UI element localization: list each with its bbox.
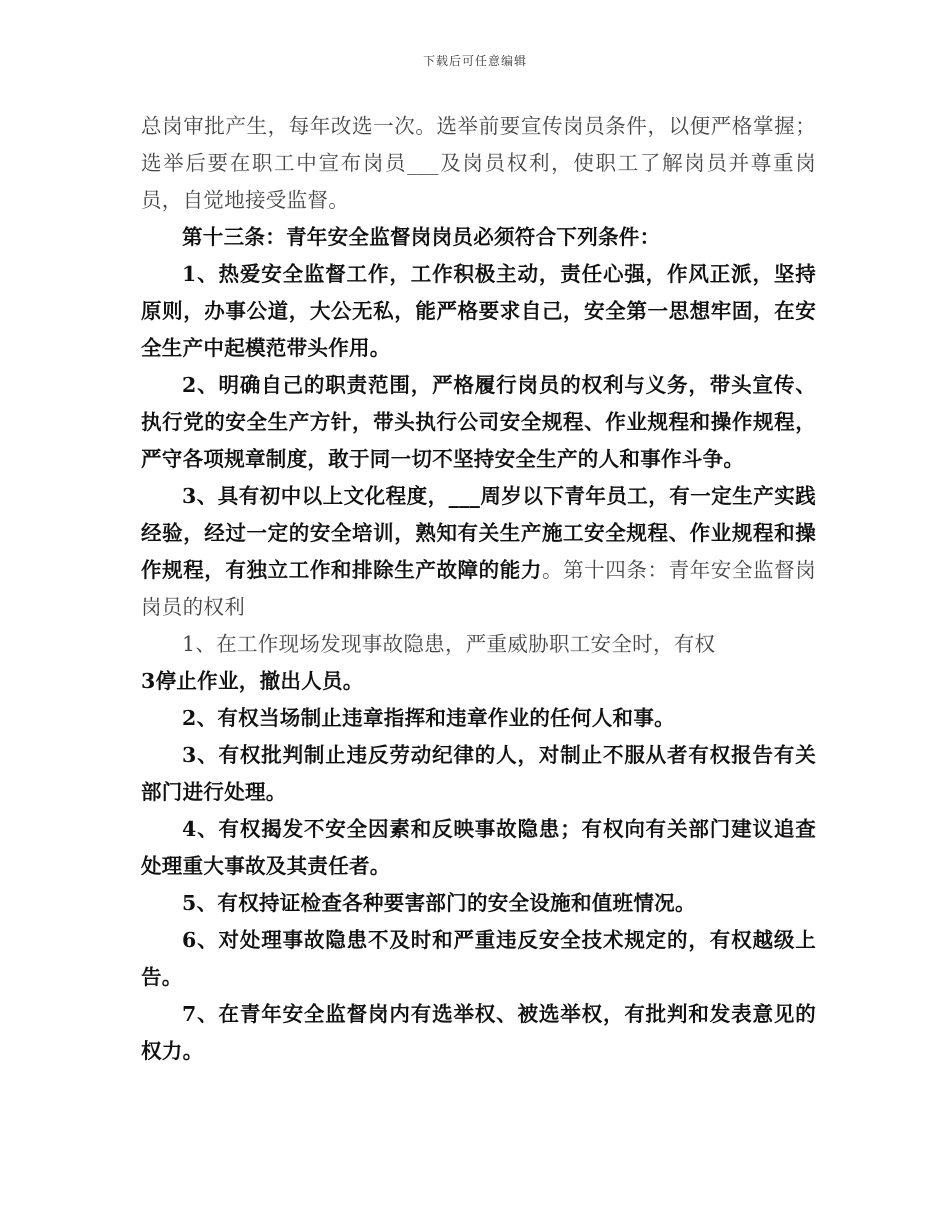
right-5: 5、有权持证检查各种要害部门的安全设施和值班情况。 (182, 891, 696, 915)
page-header: 下载后可任意编辑 (422, 54, 527, 68)
right-3: 3、有权批判制止违反劳动纪律的人，对制止不服从者有权报告有关部门进行处理。 (141, 743, 816, 804)
condition-1: 1、热爱安全监督工作，工作积极主动，责任心强，作风正派，坚持原则，办事公道，大公无私，能严格要求自己，安全第一思想牢固，在安全生产中起模范带头作用。 (141, 262, 816, 360)
right-1-continued: 3停止作业，撤出人员。 (141, 669, 364, 693)
condition-3-text: 3、具有初中以上文化程度，___周岁以下青年员工，有一定生产实践经验，经过一定的安全培训，熟知有关生产施工安全规程、作业规程和操作规程，有独立工作和排除生产故障的能力 (141, 484, 816, 582)
right-2: 2、有权当场制止违章指挥和违章作业的任何人和事。 (182, 706, 675, 730)
condition-3 (141, 478, 816, 626)
condition-2: 2、明确自己的职责范围，严格履行岗员的权利与义务，带头宣传、执行党的安全生产方针，带头执行公司安全规程、作业规程和操作规程，严守各项规章制度，敢于同一切不坚持安全生产的人和事作斗争。 (141, 373, 816, 471)
article-13-heading: 第十三条：青年安全监督岗岗员必须符合下列条件： (182, 225, 661, 249)
paragraph-election: 总岗审批产生，每年改选一次。选举前要宣传岗员条件，以便严格掌握；选举后要在职工中宣布岗员___及岗员权利，使职工了解岗员并尊重岗员，自觉地接受监督。 (141, 114, 816, 212)
document-body (141, 108, 816, 1070)
right-6: 6、对处理事故隐患不及时和严重违反安全技术规定的，有权越级上告。 (141, 928, 816, 989)
article-14-heading: 。第十四条：青年安全监督岗岗员的权利 (141, 558, 817, 619)
right-1: 1、在工作现场发现事故隐患，严重威胁职工安全时，有权 (182, 632, 716, 656)
right-4: 4、有权揭发不安全因素和反映事故隐患；有权向有关部门建议追查处理重大事故及其责任者。 (141, 817, 816, 878)
right-7: 7、在青年安全监督岗内有选举权、被选举权，有批判和发表意见的权力。 (141, 1002, 816, 1063)
